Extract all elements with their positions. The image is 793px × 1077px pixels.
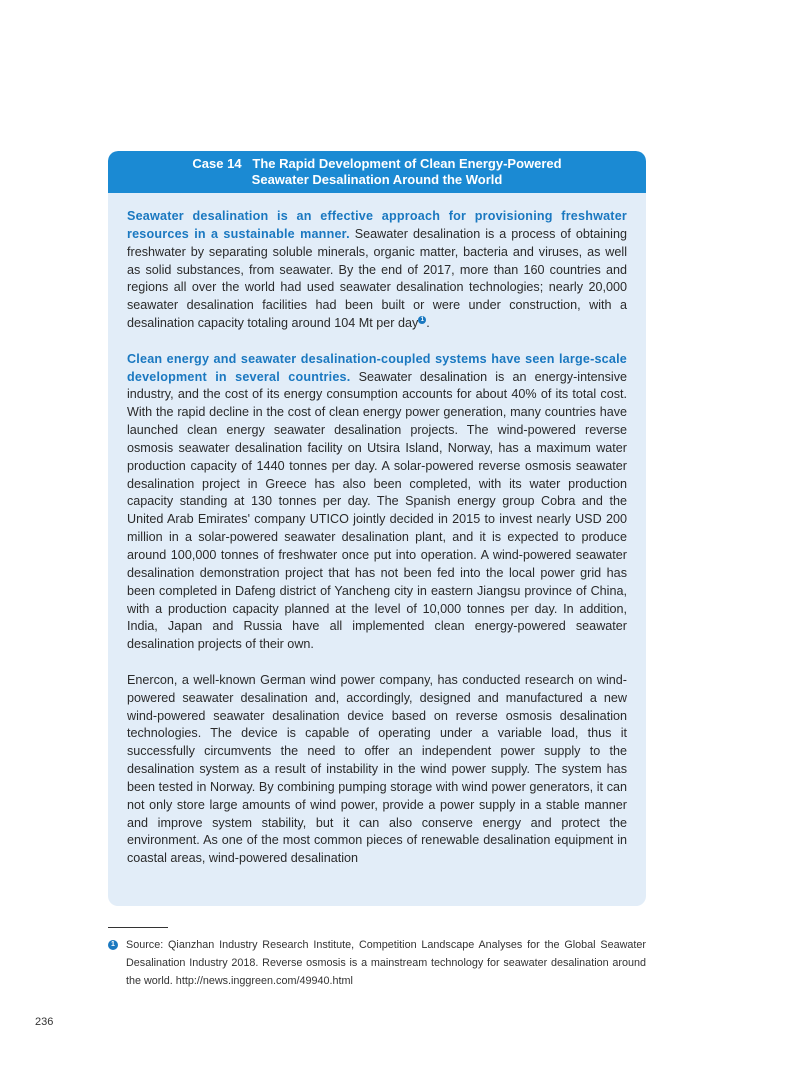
paragraph-3 (127, 672, 627, 868)
footnote-number-icon: 1 (108, 940, 118, 950)
footnote-divider (108, 927, 168, 928)
case-title (108, 151, 646, 193)
paragraph-lead: Seawater desalination is an effective approach for provisioning freshwater resources in a sustainable manner. (127, 209, 627, 241)
paragraph-text: Seawater desalination is an energy-intensive industry, and the cost of its energy consumption accounts for about 40% of its total cost. With the rapid decline in the cost of clean energy power generation, many countries have launched clean energy seawater desalination projects. The wind-powered reverse osmosis seawater desalination facility on Utsira Island, Norway, has a maximum water production capacity of 1440 tonnes per day. A solar-powered reverse osmosis seawater desalination project in Greece has also been completed, with its water production capacity standing at 130 tonnes per day. The Spanish energy group Cobra and the United Arab Emirates' company UTICO jointly decided in 2015 to invest nearly USD 200 million in a solar-powered seawater desalination plant, and it is expected to produce around 100,000 tonnes of freshwater once put into operation. A wind-powered seawater desalination demonstration project that has not been fed into the local power grid has been completed in Dafeng district of Yancheng city in eastern Jiangsu province of China, with a production capacity planned at the level of 10,000 tonnes per day. In addition, India, Japan and Russia have all implemented clean energy-powered seawater desalination projects of their own. (127, 369, 627, 652)
paragraph-1 (127, 208, 627, 333)
case-box (108, 151, 646, 906)
case-title-line1: Case 14 The Rapid Development of Clean Energy-Powered (192, 156, 562, 171)
footnote (108, 936, 646, 990)
case-body (108, 193, 646, 868)
paragraph-2 (127, 351, 627, 654)
footnote-text: Source: Qianzhan Industry Research Institute, Competition Landscape Analyses for the Global Seawater Desalination Industry 2018. Reverse osmosis is a mainstream technology for seawater desalination around the world. http://news.inggreen.com/49940.html (126, 939, 646, 987)
paragraph-tail: . (426, 316, 430, 331)
paragraph-text: Enercon, a well-known German wind power company, has conducted research on wind-powered seawater desalination and, accordingly, designed and manufactured a new wind-powered seawater desalination device based on reverse osmosis desalination technologies. The device is capable of operating under a variable load, thus it successfully circumvents the need to offer an independent power supply to the desalination system as a result of instability in the wind power supply. The system has been tested in Norway. By combining pumping storage with wind power generators, it can not only store large amounts of wind power, provide a power supply in a stable manner and improve system stability, but it can also conserve energy and protect the environment. As one of the most common pieces of renewable desalination equipment in coastal areas, wind-powered desalination (127, 672, 627, 866)
page-number: 236 (35, 1016, 54, 1028)
paragraph-text: Seawater desalination is a process of obtaining freshwater by separating soluble minerals, organic matter, bacteria and viruses, as well as solid substances, from seawater. By the end of 2017, more than 160 countries and regions all over the world had used seawater desalination technologies; nearly 20,000 seawater desalination facilities had been built or were under construction, with a desalination capacity totaling around 104 Mt per day (127, 226, 627, 331)
paragraph-lead: Clean energy and seawater desalination-coupled systems have seen large-scale development in several countries. (127, 351, 627, 384)
case-title-line2: Seawater Desalination Around the World (251, 172, 503, 187)
footnote-ref-icon[interactable]: 1 (418, 316, 426, 324)
